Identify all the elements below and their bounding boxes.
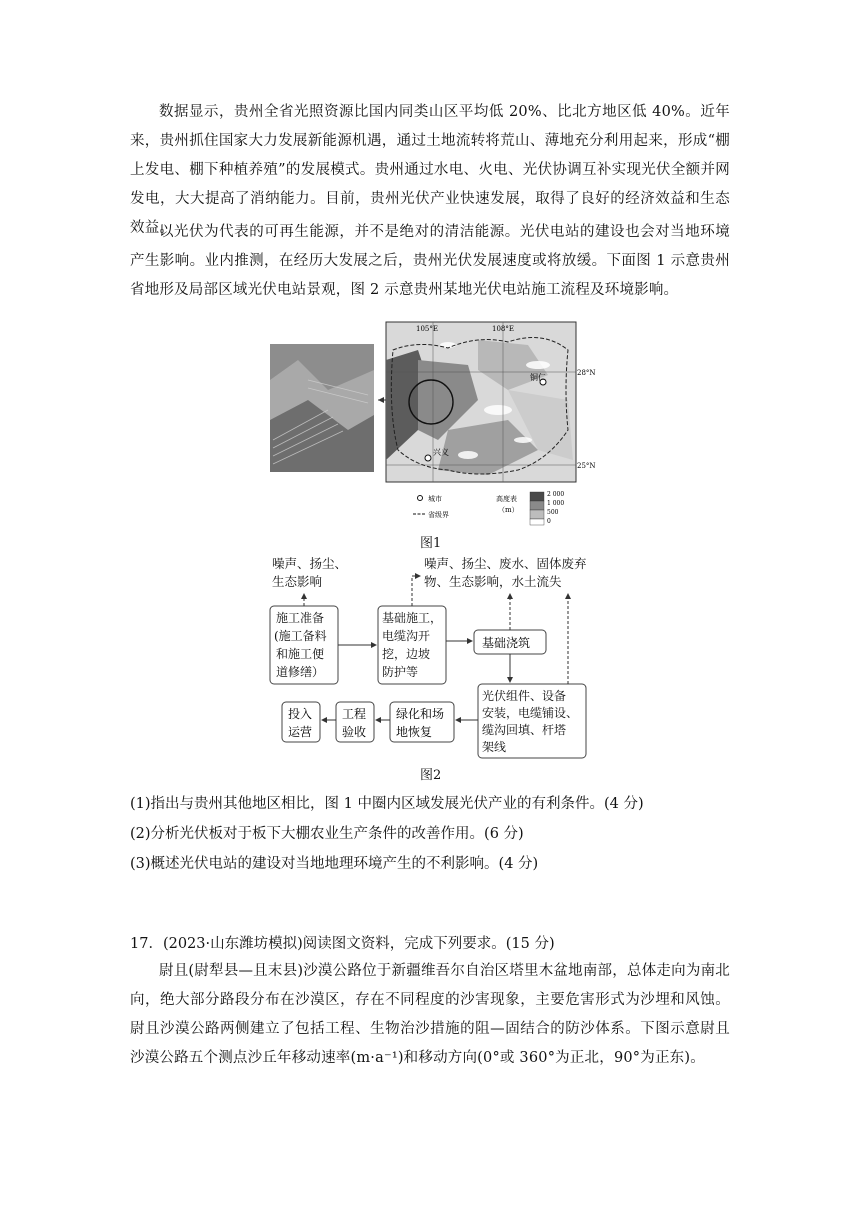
box1-line3: 和施工便 bbox=[276, 647, 325, 661]
legend-city: 城市 bbox=[428, 495, 442, 503]
box5-line2: 地恢复 bbox=[396, 725, 433, 739]
terrain-map bbox=[386, 322, 576, 482]
box5-line1: 绿化和场 bbox=[396, 707, 445, 721]
box2-line1: 基础施工， bbox=[382, 611, 443, 625]
city-tongren: 铜仁 bbox=[530, 373, 546, 382]
box7-line1: 投入 bbox=[288, 707, 313, 721]
city-xingyi: 兴义 bbox=[433, 448, 449, 457]
elevation-scale bbox=[530, 492, 544, 525]
impact-right-line1: 噪声、扬尘、废水、固体废弃 bbox=[424, 556, 587, 571]
question-1: (1)指出与贵州其他地区相比，图 1 中圈内区域发展光伏产业的有利条件。(4 分) bbox=[130, 796, 644, 812]
question-2: (2)分析光伏板对于板下大棚农业生产条件的改善作用。(6 分) bbox=[130, 826, 524, 842]
box4-line2: 安装，电缆铺设、 bbox=[482, 706, 579, 720]
legend-border: 省级界 bbox=[428, 511, 449, 519]
figure-2-caption: 图2 bbox=[420, 768, 442, 783]
lon-label-105: 105°E bbox=[416, 325, 438, 333]
lat-label-28: 28°N bbox=[577, 369, 596, 377]
box1-line2: (施工备料 bbox=[274, 629, 327, 643]
elev-1000: 1 000 bbox=[547, 500, 565, 507]
legend-elev-title: 高度表 bbox=[496, 495, 517, 503]
impact-left-line1: 噪声、扬尘、 bbox=[272, 556, 348, 571]
figure-2-construction-flow bbox=[268, 548, 598, 760]
box1-line4: 道修缮） bbox=[276, 665, 325, 679]
pv-landscape-photo bbox=[270, 344, 374, 472]
figure-1-caption: 图1 bbox=[420, 536, 442, 551]
box2-line3: 挖，边坡 bbox=[382, 647, 431, 661]
intro-paragraph-2: 以光伏为代表的可再生能源，并不是绝对的清洁能源。光伏电站的建设也会对当地环境产生影响。业内推测，在经历大发展之后，贵州光伏发展速度或将放缓。下面图 1 示意贵州省地形及局部区域光伏电站景观，图 2 示意贵州某地光伏电站施工流程及环境影响。 bbox=[130, 224, 730, 298]
figure-1-guizhou-terrain-map bbox=[268, 320, 596, 530]
box3-line1: 基础浇筑 bbox=[482, 636, 531, 650]
lat-label-25: 25°N bbox=[577, 462, 596, 470]
elev-500: 500 bbox=[547, 509, 559, 516]
lon-label-108: 108°E bbox=[492, 325, 514, 333]
box6-line2: 验收 bbox=[342, 725, 367, 739]
question-17-body: 尉且(尉犁县—且末县)沙漠公路位于新疆维吾尔自治区塔里木盆地南部，总体走向为南北向，绝大部分路段分布在沙漠区，存在不同程度的沙害现象，主要危害形式为沙埋和风蚀。尉且沙漠公路两侧建立了包括工程、生物治沙措施的阻—固结合的防沙体系。下图示意尉且沙漠公路五个测点沙丘年移动速率(m·a⁻¹)和移动方向(0°或 360°为正北，90°为正东)。 bbox=[130, 963, 730, 1066]
intro-paragraph-1: 数据显示，贵州全省光照资源比国内同类山区平均低 20%、比北方地区低 40%。近年来，贵州抓住国家大力发展新能源机遇，通过土地流转将荒山、薄地充分利用起来，形成“棚上发电、棚下种植养殖”的发展模式。贵州通过水电、火电、光伏协调互补实现光伏全额并网发电，大大提高了消纳能力。目前，贵州光伏产业快速发展，取得了良好的经济效益和生态效益。 bbox=[130, 104, 730, 236]
box2-line2: 电缆沟开 bbox=[382, 629, 431, 643]
elev-0: 0 bbox=[547, 518, 551, 525]
question-3: (3)概述光伏电站的建设对当地地理环境产生的不利影响。(4 分) bbox=[130, 856, 539, 872]
impact-right-line2: 物、生态影响，水土流失 bbox=[424, 574, 562, 589]
box4-line3: 缆沟回填、杆塔 bbox=[482, 723, 567, 737]
impact-left-line2: 生态影响 bbox=[272, 574, 323, 589]
box1-line1: 施工准备 bbox=[276, 611, 325, 625]
box4-line1: 光伏组件、设备 bbox=[482, 689, 567, 703]
box2-line4: 防护等 bbox=[382, 665, 419, 679]
question-17-heading: 17．(2023·山东潍坊模拟)阅读图文资料，完成下列要求。(15 分) bbox=[130, 936, 555, 952]
box6-line1: 工程 bbox=[342, 707, 367, 721]
legend-elev-unit: （m） bbox=[498, 506, 519, 514]
legend-city-symbol bbox=[418, 496, 423, 501]
elev-2000: 2 000 bbox=[547, 491, 565, 498]
box7-line2: 运营 bbox=[288, 725, 313, 739]
box4-line4: 架线 bbox=[482, 740, 507, 754]
